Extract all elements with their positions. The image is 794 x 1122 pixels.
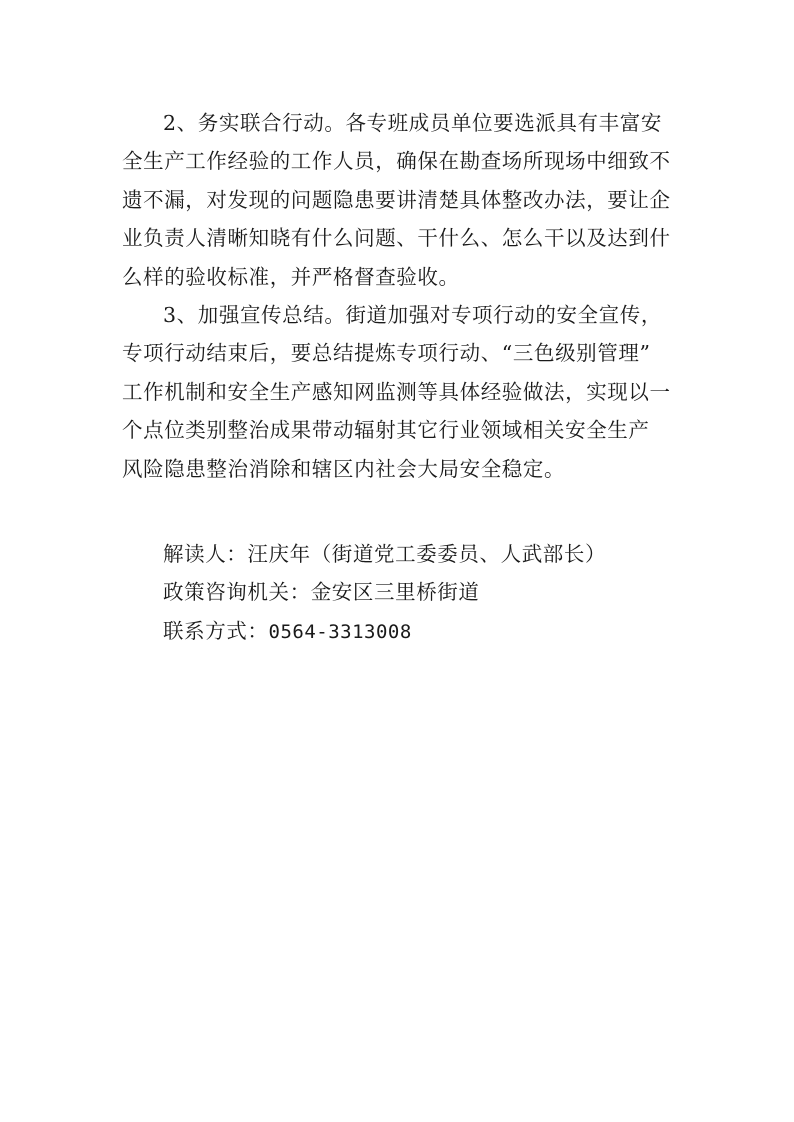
contact-block [163,535,683,650]
interpreter-line: 解读人：汪庆年（街道党工委委员、人武部长） [163,542,607,566]
phone-line [163,612,683,650]
consult-agency-line [163,573,683,611]
paragraph-2-line-2: 全生产工作经验的工作人员，确保在勘查场所现场中细致不 [122,149,671,174]
paragraph-3-line-2: 专项行动结束后，要总结提炼专项行动、“三色级别管理” [122,341,651,366]
paragraph-3-line-4: 个点位类别整治成果带动辐射其它行业领域相关安全生产 [122,418,650,443]
consult-agency-value: 金安区三里桥街道 [310,580,480,605]
paragraph-3-line-5: 风险隐患整治消除和辖区内社会大局安全稳定。 [122,456,566,481]
paragraph-2-line-3: 遗不漏，对发现的问题隐患要讲清楚具体整改办法，要让企 [122,187,671,212]
consult-agency-label: 政策咨询机关： [163,580,311,605]
phone-label: 联系方式： [163,618,269,643]
document-body [122,104,682,488]
paragraph-3-line-3: 工作机制和安全生产感知网监测等具体经验做法，实现以一 [122,379,671,404]
paragraph-2-line-4: 业负责人清晰知晓有什么问题、干什么、怎么干以及达到什 [122,226,671,251]
phone-value: 0564-3313008 [268,620,412,643]
paragraph-2-line-5: 么样的验收标准，并严格督查验收。 [122,264,460,289]
paragraph-2-line-1: 2、务实联合行动。各专班成员单位要选派具有丰富安 [163,111,662,135]
paragraph-3-line-1: 3、加强宣传总结。街道加强对专项行动的安全宣传， [163,302,662,327]
